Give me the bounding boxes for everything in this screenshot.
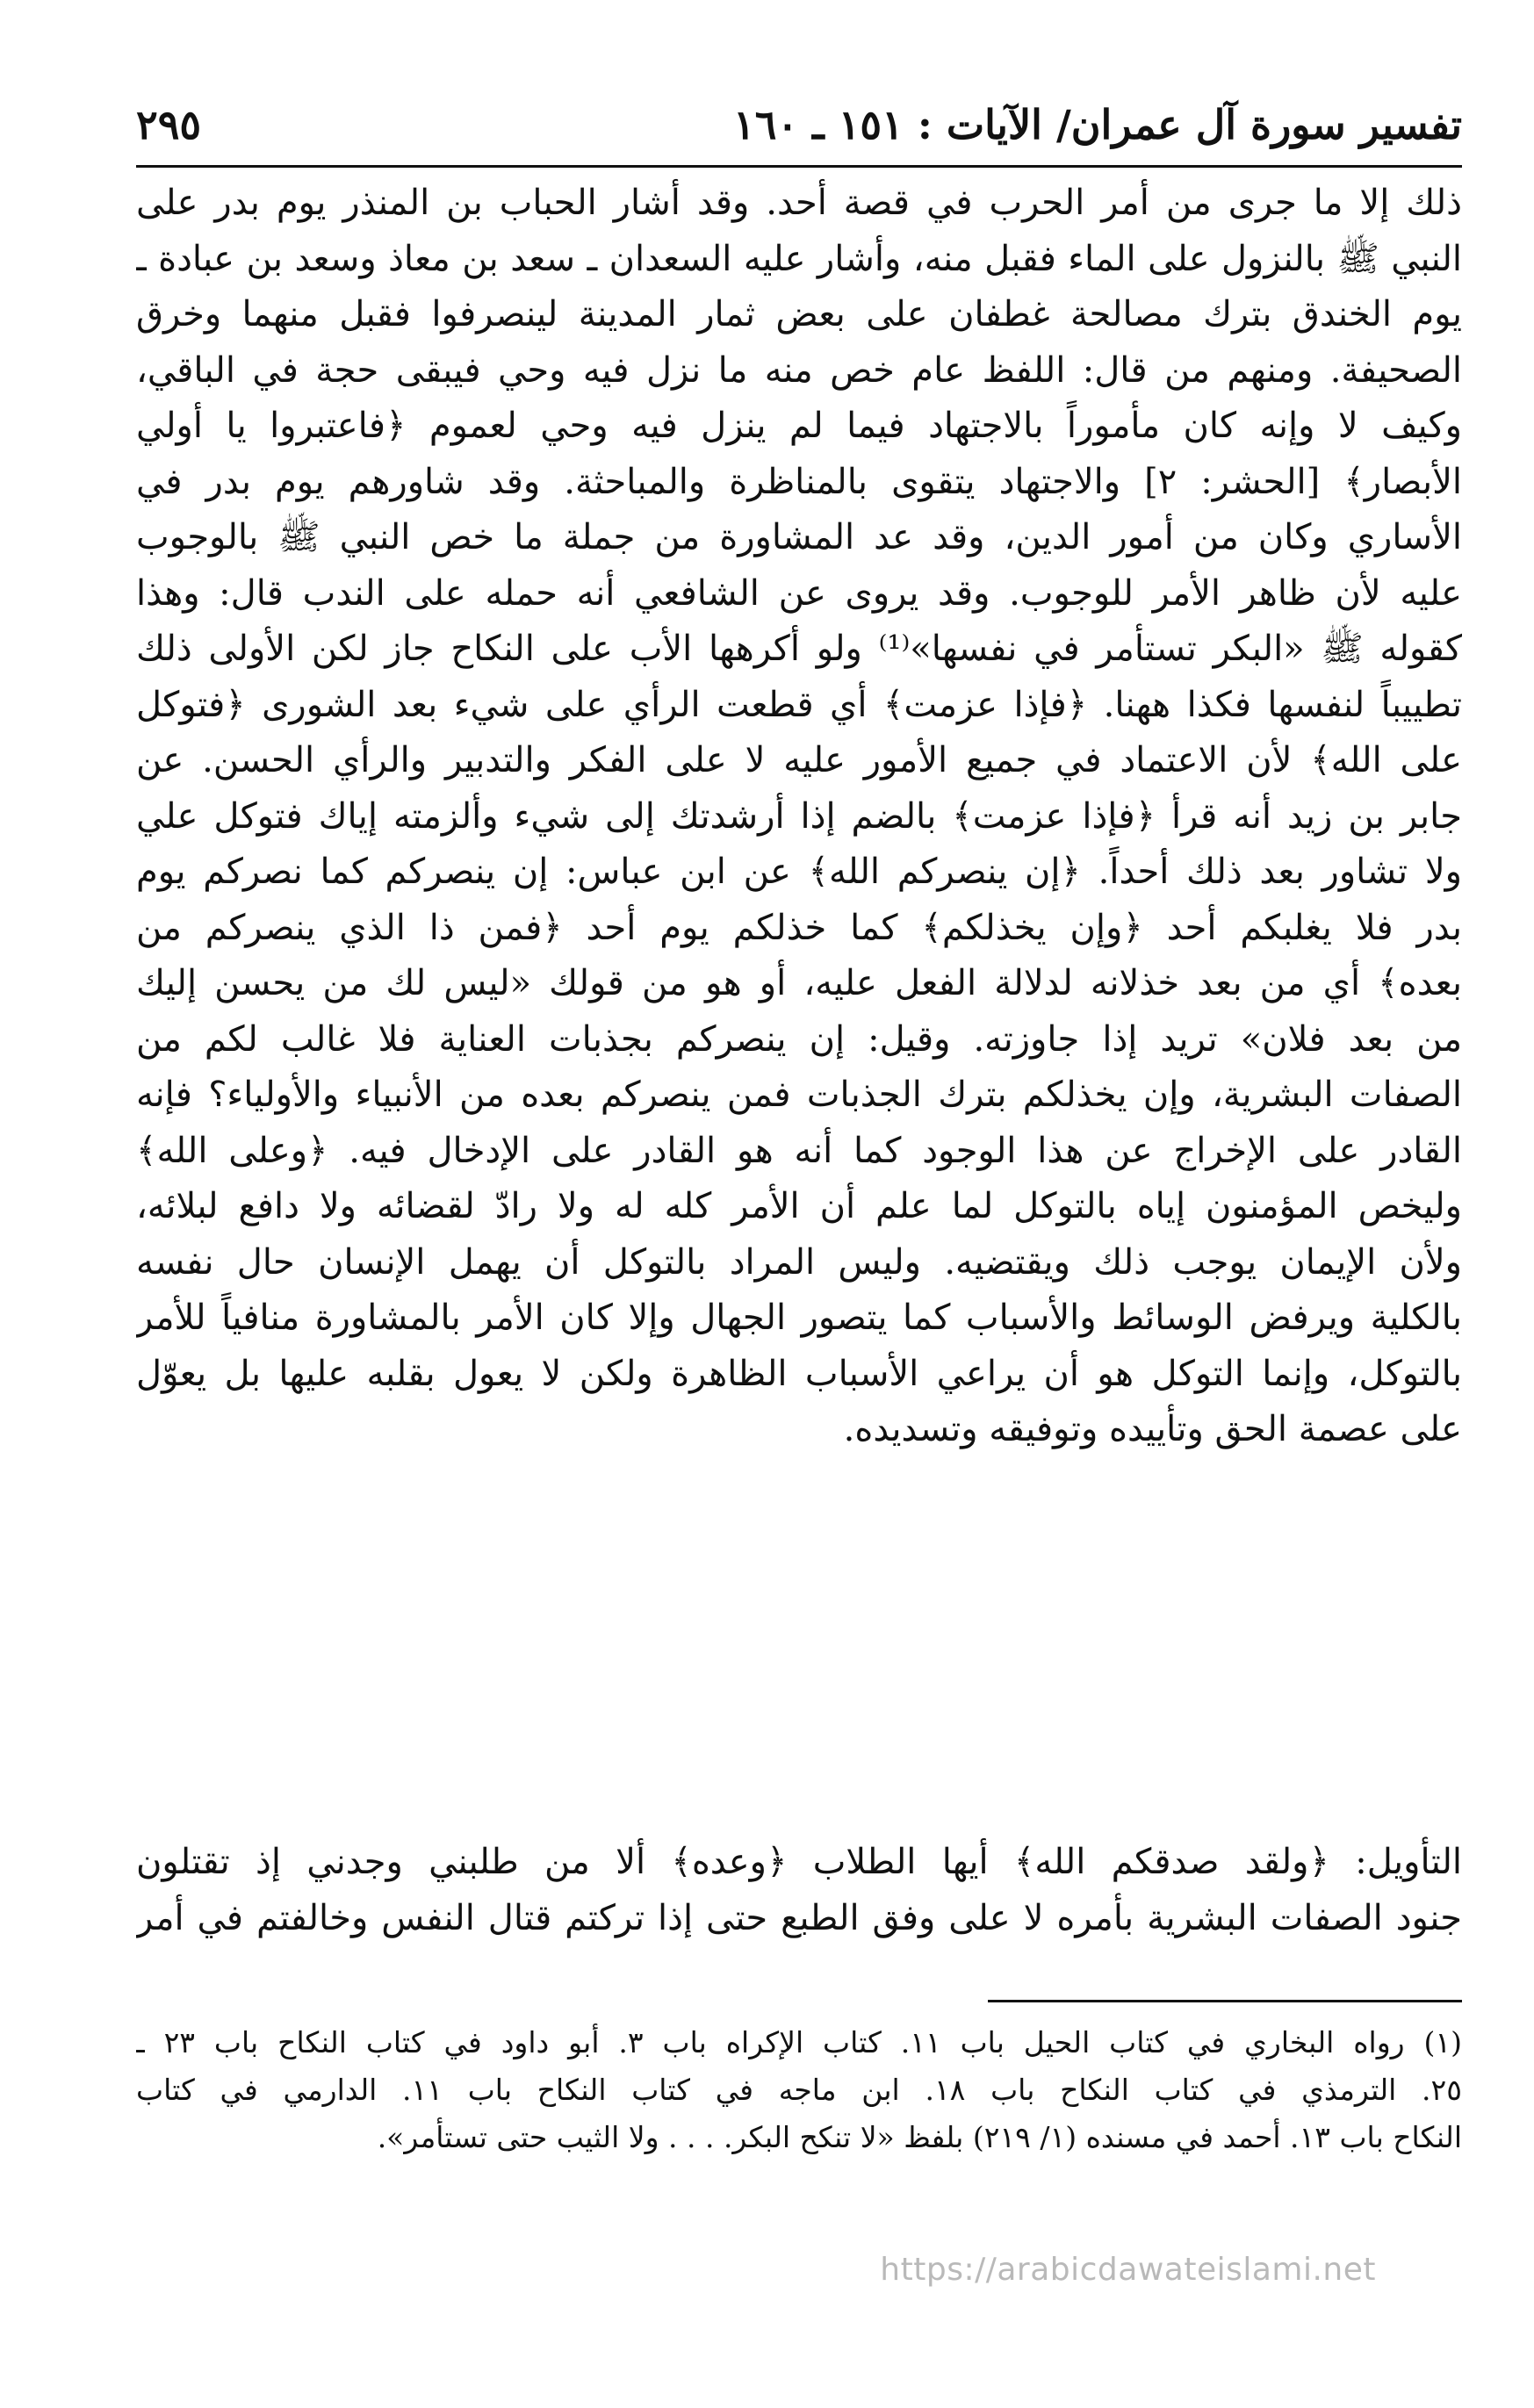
- text-line: التأويل: ﴿ولقد صدقكم الله﴾ أيها الطلاب ﴿وعده﴾ ألا من طلبني وجدني إذ تقتلون: [136, 1842, 1462, 1882]
- text-line: الأبصار﴾ [الحشر: ٢] والاجتهاد يتقوى بالمناظرة والمباحثة. وقد شاورهم يوم بدر في: [136, 461, 1462, 502]
- text-line: وليخص المؤمنون إياه بالتوكل لما علم أن الأمر كله له ولا رادّ لقضائه ولا دافع لبلائه،: [136, 1186, 1462, 1226]
- footnote-line: ٢٥. الترمذي في كتاب النكاح باب ١٨. ابن ماجه في كتاب النكاح باب ١١. الدارمي في كتاب: [136, 2073, 1462, 2107]
- running-title: تفسير سورة آل عمران/ الآيات : ١٥١ ـ ١٦٠: [733, 101, 1462, 148]
- text-line: ولا تشاور بعد ذلك أحداً. ﴿إن ينصركم الله﴾ عن ابن عباس: إن ينصركم كما نصركم يوم: [136, 852, 1462, 892]
- text-line: النبي ﷺ بالنزول على الماء فقبل منه، وأشار عليه السعدان ـ سعد بن معاذ وسعد بن عبادة ـ: [136, 238, 1462, 279]
- text-line: ذلك إلا ما جرى من أمر الحرب في قصة أحد. وقد أشار الحباب بن المنذر يوم بدر على: [136, 183, 1462, 223]
- text-line: من بعد فلان» تريد إذا جاوزته. وقيل: إن ينصركم بجذبات العناية فلا غالب لكم من: [136, 1018, 1462, 1060]
- text-line: تطييباً لنفسها فكذا ههنا. ﴿فإذا عزمت﴾ أي قطعت الرأي على شيء بعد الشورى ﴿فتوكل: [136, 684, 1462, 725]
- text-line: ولأن الإيمان يوجب ذلك ويقتضيه. وليس المراد بالتوكل أن يهمل الإنسان حال نفسه: [136, 1241, 1462, 1283]
- text-line: وكيف لا وإنه كان مأموراً بالاجتهاد فيما لم ينزل فيه وحي لعموم ﴿فاعتبروا يا أولي: [136, 406, 1462, 446]
- page-number: ٢٩٥: [136, 101, 202, 148]
- text-line: الصفات البشرية، وإن يخذلكم بترك الجذبات فمن ينصركم بعده من الأنبياء والأولياء؟ فإنه: [136, 1075, 1462, 1115]
- footnotes: [136, 2019, 1462, 2161]
- text-line: القادر على الإخراج عن هذا الوجود كما أنه هو القادر على الإدخال فيه. ﴿وعلى الله﴾: [136, 1130, 1462, 1171]
- text-line: بالكلية ويرفض الوسائط والأسباب كما يتصور الجهال وإلا كان الأمر بالمشاورة منافياً للأمر: [136, 1297, 1462, 1338]
- text-line: كقوله ﷺ «البكر تستأمر في نفسها»⁽¹⁾ ولو أكرهها الأب على النكاح جاز لكن الأولى ذلك: [136, 629, 1462, 669]
- text-line: عليه لأن ظاهر الأمر للوجوب. وقد يروى عن الشافعي أنه حمله على الندب قال: وهذا: [136, 572, 1462, 614]
- text-line: جنود الصفات البشرية بأمره لا على وفق الطبع حتى إذا تركتم قتال النفس وخالفتم في أمر: [136, 1897, 1462, 1938]
- footnote-line: النكاح باب ١٣. أحمد في مسنده (١/ ٢١٩) بلفظ «لا تنكح البكر. . . . ولا الثيب حتى تستأمر».: [377, 2120, 1462, 2154]
- text-line: الأساري وكان من أمور الدين، وقد عد المشاورة من جملة ما خص النبي ﷺ بالوجوب: [136, 517, 1462, 557]
- page-header: [136, 101, 1462, 162]
- header-divider: [136, 165, 1462, 168]
- text-line: الصحيفة. ومنهم من قال: اللفظ عام خص منه ما نزل فيه وحي فيبقى حجة في الباقي،: [136, 349, 1462, 391]
- text-line: جابر بن زيد أنه قرأ ﴿فإذا عزمت﴾ بالضم إذا أرشدتك إلى شيء وألزمته إياك فتوكل علي: [136, 795, 1462, 837]
- text-line: على الله﴾ لأن الاعتماد في جميع الأمور عليه لا على الفكر والتدبير والرأي الحسن. عن: [136, 740, 1462, 780]
- text-line: يوم الخندق بترك مصالحة غطفان على بعض ثمار المدينة لينصرفوا فقبل منهما وخرق: [136, 294, 1462, 334]
- watermark: https://arabicdawateislami.net: [880, 2252, 1376, 2288]
- text-line: بالتوكل، وإنما التوكل هو أن يراعي الأسباب الظاهرة ولكن لا يعول بقلبه عليها بل يعوّل: [136, 1353, 1462, 1394]
- text-line: بعده﴾ أي من بعد خذلانه لدلالة الفعل عليه، أو هو من قولك «ليس لك من يحسن إليك: [136, 963, 1462, 1003]
- tawil-paragraph: [136, 1835, 1462, 1946]
- main-text: [136, 176, 1462, 1458]
- footnote-divider: [988, 2000, 1462, 2002]
- text-line: بدر فلا يغلبكم أحد ﴿وإن يخذلكم﴾ كما خذلكم يوم أحد ﴿فمن ذا الذي ينصركم من: [136, 907, 1462, 948]
- text-line: على عصمة الحق وتأييده وتوفيقه وتسديده.: [843, 1409, 1462, 1449]
- footnote-line: (١) رواه البخاري في كتاب الحيل باب ١١. كتاب الإكراه باب ٣. أبو داود في كتاب النكاح باب ٢٣ ـ: [136, 2025, 1462, 2059]
